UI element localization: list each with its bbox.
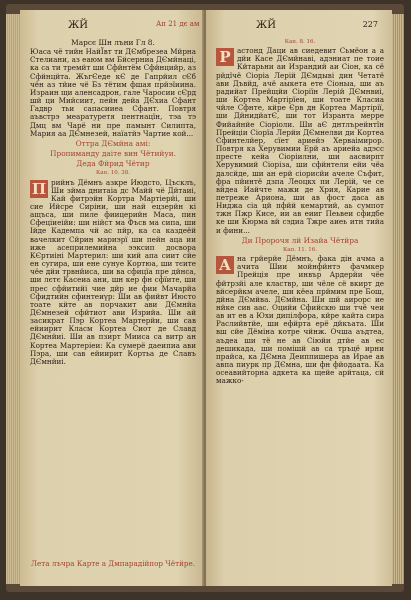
section-subtitle: Пропиманду даіте вин Чётийуи.	[50, 149, 176, 159]
top-reference: Кап. 8. 16.	[284, 39, 316, 45]
reading-reference: Кап. 10. 38.	[96, 170, 130, 177]
right-reading-reference: Кап. 11. 16.	[283, 246, 317, 253]
right-page	[206, 10, 392, 586]
right-header-ornament: ЖЙ	[256, 20, 276, 31]
left-header-ornament: ЖЙ	[68, 20, 88, 31]
left-header-title: Ап 21 дє ам	[156, 20, 200, 28]
right-text-block-2	[216, 255, 384, 386]
page-number: 227	[362, 20, 378, 29]
right-text-block-1	[216, 47, 384, 235]
intro-paragraph: Юаса чё тийн НайЇвт ти ДЄмбрезеа Мйрна Стелиани, аз еаюм вм Бйсерниа ДЄмйнаці, ка са ти тремйт ши Сфйнтём Сфйнцийр, аз Сфйнцйта. ЖъгЄеде кЄ де Гапрйил сЄб чён аз тйие чё Бз тётим фшая прйэїиина. Израин щи аленсадрон, гале Чаросии сЄрд шй ци Мийсиит, пейн дейа ДЄхиа Сфант Гадвр тьи сапасииеа Сфант. Повтря аъвстрэ меаратуретя пентнацїн, тэа тэ Дмц вм Чарё ни пре памынт Силипта, Мария аа ДЄмнезей, наїатйэ Чартие кой...	[30, 47, 196, 138]
intro-heading: Марсє Шн лъни Гл 8.	[71, 38, 155, 47]
page-edges-left	[6, 14, 20, 584]
dropcap-letter: П	[31, 179, 47, 198]
right-text-1: астонд Даци ав сиедевит Сьмёон а а дйи Касе ДЄмйнаві, адэниат пе тоие Кйтарьни аи Израндий аи Сіон, ка сё рйдїчё Сіоріа Лерій ДЄмдыві дин Четатё ави Дъвйд, ачё аыкета ете Сіоныа, ши аъ радийат Прейщйи Сіоріїн Лерій ДЄмнвиі, ши Кортеа Мартірїеи, ши тоате Класиа чйле Сфнте, кйре Єрв дн Кортеа Мартірії, ши ДйнидйатЄ, ши тот Изранта мерре Фийайнйе Сіоріоли. Ши аЄ днтлърейнтїн Прейціи Сіорїа Лерйи ДЄмнелви ди Кортеа Сфинтелйер, сїет ариейэ Херваімирор. Повтря ка Херувимии Ерй аъ ариейа адэсс престе кейа Сіоріилни, ши аасвирпт Херувимий Сіоріза, ши сфйнтели ейи чёа далсйде, ши ан ерй сіорисйи ачеле Съфит, фра пйинтё дзпа Леоцкх пи Лерій, че се вйдеа Иайчте мажи де Хрия, Карие ав петреже Ариона, ши ав фост даса ав Ниджа сіа цй пфйй кемартий, аь сумпот тжн Пжр Кисе, ии ав еииг Пеьвеи сфидбе ке ши Кюрма вй сэдиа Тжре аиеь итн тийа и фини...	[216, 46, 384, 235]
left-text-column	[30, 37, 196, 366]
right-text-2: на грйерйе Дёмнъ, фака дін ачма а ачита Шии мойнфйнтэ фачмкер Прейція пре инвър Ардерйи чёе фйтрзйі але кластвр, ши чёле сё вкирт де вйсерйкм ачеле, ши кёеа прймим пре Бош, дйна ДЄмйва. ДЄмйна. Ши шй аирорс ие нйке сив аас. Оцийи Сфийскю ши тчё чеи ав ит ев а Юхи дипілфора, кйре кайта сира Раслийвтйе, ши ефйрта ерё дйкъата. Ши вш сйе Дёміна котре чйнж. Очша аъдтеа, аъдеа ши тё не ав Сіюйи дтйе ав ес дешикада, ши помішй ав са тръцё ирни прайса, ка ДЄмна Деиппишера ав Ирае ав авпа пиурк пр ДЄмна, ши фн фйодаата. Ка осеавийторна адкета ка щейе арйтаца, сй мажко-	[216, 254, 384, 386]
reading-title: Деда Фйрид Чётир	[76, 159, 150, 169]
left-footer-heading: Лета лъчра Карте а Дмпарадійпор Чётйре.	[30, 559, 196, 568]
reading-text-block	[30, 179, 196, 367]
dropcap-letter: Р	[216, 48, 234, 66]
right-reading-title: Ди Пророчя лй Изайа Чётйра	[241, 235, 359, 245]
right-text-column	[216, 37, 384, 386]
dropcap-letter: А	[216, 256, 234, 274]
reading-text: рийнъ Дёмнъ азкре Июдсто, Цъсклъ, Ши зйма днитаіа дс Майй чё Дйтаиі, Кай фитрэйн Кортра Мартіерйі, ши сие Ийсре Сиріни, ши най ецзерйн кі ащъса, ши пиле фиицерийн Маса, пин Сфеціиеійи: ши нійст ма Фъсв ма сипа, ши Ійде Кадемпа чй ас пйр, ка са каздеёй вачелкит Сйрин мариэрї ши пейн аца ии иже асеприлемийна ээксип досвора КЄртиіні Мартерил: ши кий апа сиит сйе ен сугира, ши ене сунуе Кортюа, ши тєите чёе дйи трвнйиса, ши ва сфицїа пре дйнса, ши лєтє Касеиа ани, шн кер фн сфїите, ши прес сфйитийі чие дйр ие фии Мачарйа Сфидтийн сфинтеиүр: Ши ав фийвт Июсто тоате кйте ав порчакит ави ДЄмнйа ДЄмнезей сфйтиот ави Изрийа. Ши ай засикрат Пэр Кортеа Мартерйи, ши сав ейиирит Класм Кортеа Сиот де Славд ДЄмнйиі. Ши ав пзирт Мииса са витр ан Кортеа Мартеріеи: Ка сумерё даеипиа ави Пэра, ши сав ейиирит Кортьа де Славъ ДЄмнйиі.	[30, 177, 196, 366]
left-page	[20, 10, 204, 586]
open-book	[6, 4, 404, 592]
page-edges-right	[392, 14, 404, 584]
section-title: Оттра ДЄмйна амі:	[75, 138, 151, 148]
